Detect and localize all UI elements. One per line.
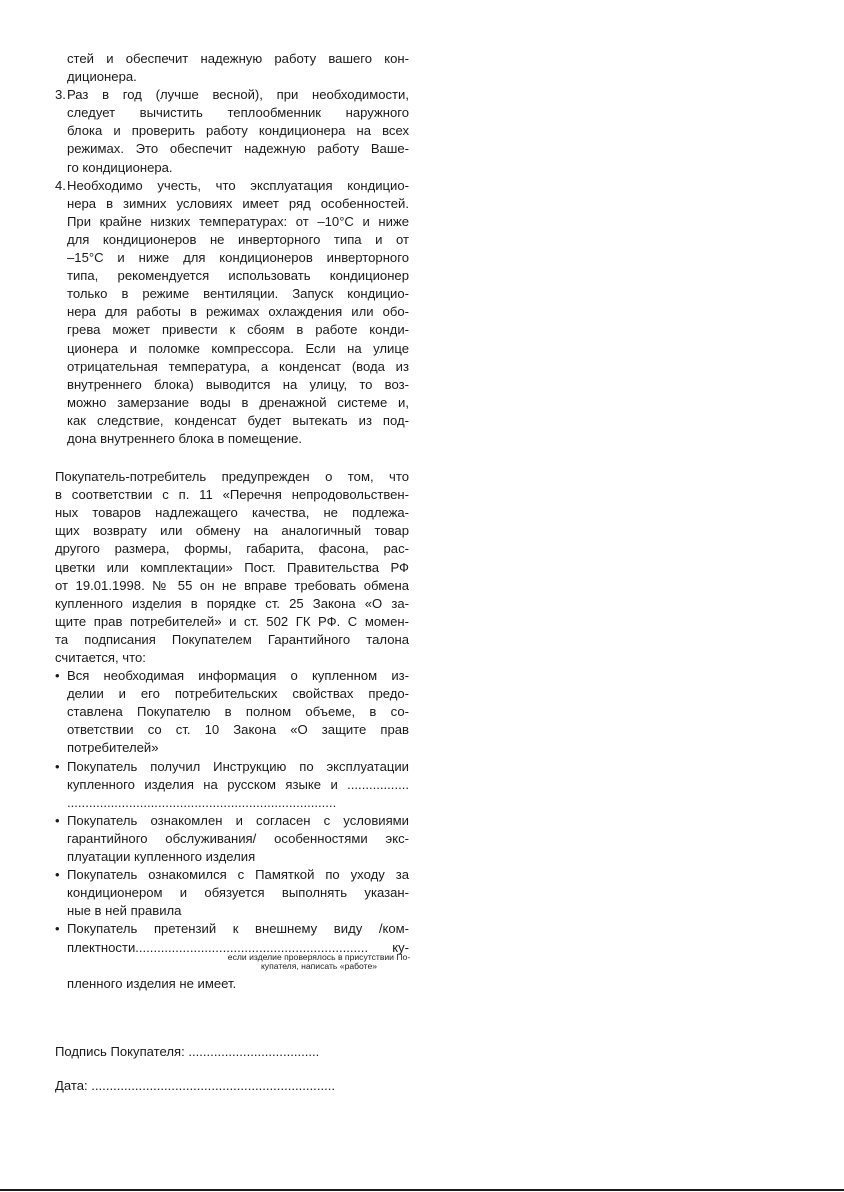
text-line xyxy=(55,285,409,303)
line-text: плектности................................................................ ку- xyxy=(67,939,409,955)
line-text: купленного изделия на русском языке и ................. xyxy=(67,776,409,792)
line-text: При крайне низких температурах: от –10°С и ниже xyxy=(67,213,409,229)
text-line xyxy=(55,376,409,394)
line-text: от 19.01.1998. № 55 он не вправе требовать обмена xyxy=(55,577,409,593)
text-line xyxy=(55,631,409,649)
text-line xyxy=(55,739,409,757)
text-line xyxy=(55,559,409,577)
line-text: .......................................................................... xyxy=(67,794,337,810)
text-line xyxy=(55,848,409,866)
list-number: 3. xyxy=(55,87,66,103)
bullet-marker: • xyxy=(55,758,60,774)
bullet-marker: • xyxy=(55,668,60,684)
list-item-start xyxy=(55,667,409,685)
text-line xyxy=(55,776,409,794)
text-line xyxy=(55,830,409,848)
page-bottom-rule xyxy=(0,1189,844,1191)
line-text: делии и его потребительских свойствах предо- xyxy=(67,686,409,702)
line-text: только в режиме вентиляции. Запуск кондицио- xyxy=(67,286,409,302)
line-text: купленного изделия в порядке ст. 25 Закона «О за- xyxy=(55,595,409,611)
line-text: для кондиционеров не инверторного типа и от xyxy=(67,231,409,247)
line-text: считается, что: xyxy=(55,650,146,665)
list-item-start xyxy=(55,920,409,938)
list-item-start xyxy=(55,812,409,830)
list-number: 4. xyxy=(55,177,66,193)
line-text: щих возврату или обмену на аналогичный товар xyxy=(55,523,409,539)
line-text: нера в зимних условиях имеет ряд особенностей. xyxy=(67,195,409,211)
line-text: потребителей» xyxy=(67,740,159,756)
text-line xyxy=(55,140,409,158)
text-line xyxy=(55,249,409,267)
line-text: та подписания Покупателем Гарантийного талона xyxy=(55,631,409,647)
footnote-line: купателя, написать «работе» xyxy=(260,960,378,971)
line-text: отрицательная температура, а конденсат (вода из xyxy=(67,358,409,374)
text-line: пленного изделия не имеет. xyxy=(67,975,237,991)
text-line xyxy=(55,159,409,177)
buyer-signature-line: Подпись Покупателя: .................................... xyxy=(55,1044,320,1059)
text-line xyxy=(55,267,409,285)
text-line xyxy=(55,231,409,249)
text-line xyxy=(55,104,409,122)
paragraph-gap xyxy=(55,448,409,468)
date-line: Дата: ................................................................... xyxy=(55,1078,336,1093)
line-text: Покупатель претензий к внешнему виду /ком- xyxy=(67,921,409,937)
text-line xyxy=(55,68,409,86)
line-text: ных товаров надлежащего качества, не подлежа- xyxy=(55,505,409,521)
line-text: кондиционером и обязуется выполнять указан- xyxy=(67,885,409,901)
bullet-marker: • xyxy=(55,867,60,883)
text-line xyxy=(55,195,409,213)
text-line xyxy=(55,721,409,739)
line-text: плуатации купленного изделия xyxy=(67,849,256,865)
bullet-marker: • xyxy=(55,812,60,828)
footnote-line: если изделие проверялось в присутствии По- xyxy=(227,951,411,962)
line-text: Покупатель-потребитель предупрежден о том, что xyxy=(55,469,409,485)
footnote xyxy=(199,953,439,971)
line-text: цветки или комплектации» Пост. Правительства РФ xyxy=(55,559,409,575)
line-text: следует вычистить теплообменник наружного xyxy=(67,105,409,121)
line-text: стей и обеспечит надежную работу вашего кон- xyxy=(67,51,409,66)
list-item-start xyxy=(55,86,409,104)
line-text: Покупатель ознакомился с Памяткой по уходу за xyxy=(67,867,409,883)
text-line xyxy=(55,394,409,412)
line-text: режимах. Это обеспечит надежную работу Ваше- xyxy=(67,141,409,157)
line-text: –15°С и ниже для кондиционеров инверторного xyxy=(67,250,409,266)
line-text: Раз в год (лучше весной), при необходимости, xyxy=(67,87,409,103)
text-line xyxy=(55,595,409,613)
text-line xyxy=(55,486,409,504)
text-line xyxy=(55,504,409,522)
list-item-start xyxy=(55,866,409,884)
text-line xyxy=(55,884,409,902)
text-line xyxy=(55,340,409,358)
line-text: Покупатель ознакомлен и согласен с условиями xyxy=(67,812,409,828)
line-text: дона внутреннего блока в помещение. xyxy=(67,430,303,446)
text-line xyxy=(55,213,409,231)
line-text: типа, рекомендуется использовать кондиционер xyxy=(67,268,409,284)
line-text: щите прав потребителей» и ст. 502 ГК РФ. С момен- xyxy=(55,613,409,629)
text-line xyxy=(55,703,409,721)
line-text: нера для работы в режимах охлаждения или обо- xyxy=(67,304,409,320)
line-text: можно замерзание воды в дренажной системе и, xyxy=(67,394,409,410)
text-line xyxy=(55,303,409,321)
text-line xyxy=(55,902,409,920)
text-line xyxy=(55,321,409,339)
text-line xyxy=(55,649,409,667)
line-text: как следствие, конденсат будет вытекать из под- xyxy=(67,412,409,428)
line-text: грева может привести к сбоям в работе конди- xyxy=(67,322,409,338)
line-text: в соответствии с п. 11 «Перечня непродовольствен- xyxy=(55,487,409,503)
text-line xyxy=(55,122,409,140)
text-line xyxy=(55,794,409,812)
line-text: диционера. xyxy=(67,69,137,85)
line-text: Вся необходимая информация о купленном из- xyxy=(67,668,409,684)
text-line xyxy=(55,412,409,430)
line-text: внутреннего блока) выводится на улицу, то воз- xyxy=(67,376,409,392)
document-body xyxy=(55,50,409,993)
line-text: ставлена Покупателю в полном объеме, в со- xyxy=(67,704,409,720)
list-item-start xyxy=(55,177,409,195)
text-line xyxy=(55,522,409,540)
line-text: гарантийного обслуживания/ особенностями экс- xyxy=(67,830,409,846)
line-text: Необходимо учесть, что эксплуатация кондицио- xyxy=(67,177,409,193)
text-line xyxy=(55,685,409,703)
text-line xyxy=(55,577,409,595)
text-line xyxy=(55,540,409,558)
line-text: ные в ней правила xyxy=(67,903,182,919)
line-text: Покупатель получил Инструкцию по эксплуатации xyxy=(67,758,409,774)
text-line xyxy=(55,358,409,376)
text-line xyxy=(55,468,409,486)
list-item-start xyxy=(55,758,409,776)
text-line xyxy=(55,613,409,631)
text-line xyxy=(55,430,409,448)
line-text: другого размера, формы, габарита, фасона, рас- xyxy=(55,541,409,557)
line-text: го кондиционера. xyxy=(67,159,173,175)
text-line xyxy=(55,50,409,68)
line-text: ционера и поломке компрессора. Если на улице xyxy=(67,340,409,356)
line-text: ответствии со ст. 10 Закона «О защите прав xyxy=(67,722,409,738)
line-text: блока и проверить работу кондиционера на всех xyxy=(67,123,409,139)
bullet-marker: • xyxy=(55,921,60,937)
